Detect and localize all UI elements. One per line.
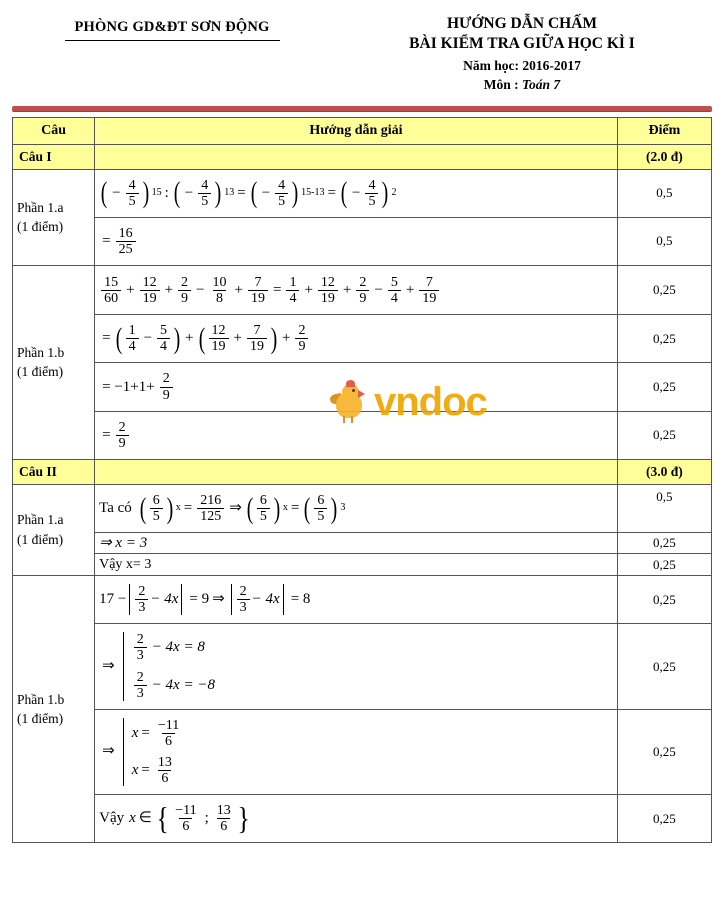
solution-cell-1b-line4 — [95, 411, 618, 459]
part-name-1b: Phần 1.b — [17, 344, 65, 360]
part-label-2b — [13, 576, 95, 843]
school-year: Năm học: 2016-2017 — [463, 57, 581, 73]
document-header — [0, 0, 724, 94]
column-header-diem: Điểm — [617, 117, 711, 144]
part-name-2b: Phần 1.b — [17, 691, 65, 707]
score-cell: 0,5 — [617, 484, 711, 532]
column-header-huong-dan-giai: Hướng dẫn giải — [95, 117, 618, 144]
table-row — [13, 709, 712, 794]
document-title-line2: BÀI KIỂM TRA GIỮA HỌC KÌ I — [409, 35, 635, 53]
table-row — [13, 533, 712, 554]
table-row — [13, 315, 712, 363]
score-cell: 0,25 — [617, 624, 711, 709]
solution-cell-2b-line3 — [95, 709, 618, 794]
expression-power-quotient: ( − $\frac{4}{5}$ ) 15 : ( − $\frac{4}{5}$ ) 13 = ( − $\frac{4}{5}$ ) 15-13 = ( − $\frac{4}{5}$ ) 2 — [100, 176, 397, 210]
solution-cell-1b-line3 — [95, 363, 618, 411]
subject-label: Môn : — [483, 76, 519, 92]
table-row — [13, 169, 712, 217]
score-cell: 0,25 — [617, 554, 711, 576]
section-label-cau-2: Câu II — [13, 459, 95, 484]
score-cell: 0,25 — [617, 576, 711, 624]
solution-cell-2a-line1 — [95, 484, 618, 532]
part-label-1a — [13, 169, 95, 265]
expression-two-solutions: ⇒ x = $\frac{-11}{6}$ x = $\frac{13}{6}$ — [99, 718, 184, 786]
expression-x-equals-3: ⇒ x = 3 — [99, 535, 148, 552]
expression-minus1-plus1: = −1+1+ $\frac{2}{9}$ — [99, 371, 175, 402]
section-score-cau-2: (3.0 đ) — [617, 459, 711, 484]
section-row-cau-2 — [13, 459, 712, 484]
column-header-cau: Câu — [13, 117, 95, 144]
section-score-cau-1: (2.0 đ) — [617, 144, 711, 169]
score-cell: 0,25 — [617, 411, 711, 459]
department-name: PHÒNG GD&ĐT SƠN ĐỘNG — [74, 19, 270, 35]
expression-two-cases: ⇒ $\frac{2}{3}$ − 4x = 8 $\frac{2}{3}$ − 4x = −8 — [102, 632, 215, 701]
table-row — [13, 265, 712, 314]
document-title-line1: HƯỚNG DẪN CHẤM — [446, 15, 598, 32]
section-spacer-cau-1 — [95, 144, 618, 169]
score-cell: 0,25 — [617, 363, 711, 411]
header-right-block — [332, 14, 712, 94]
expression-result-2-9: = $\frac{2}{9}$ — [99, 420, 130, 451]
part-name-1a: Phần 1.a — [17, 199, 64, 215]
decorative-divider-bar — [12, 106, 712, 111]
grading-table — [12, 117, 712, 844]
score-cell: 0,5 — [617, 169, 711, 217]
conclusion-x-equals-3: Vậy x= 3 — [99, 557, 152, 573]
subject-line — [332, 76, 712, 94]
expression-sum-fractions: $\frac{15}{60}$ + $\frac{12}{19}$ + $\frac{2}{9}$ − $\frac{10}{8}$ + $\frac{7}{19}$ = $\frac{1}{4}$ + $\frac{12}{19}$ + $\frac{2}{9}$ − $\frac{5}{4}$ + $\frac{7}{19}$ — [99, 275, 441, 306]
part-label-2a — [13, 484, 95, 575]
part-points-2b: (1 điểm) — [17, 711, 64, 727]
section-row-cau-1 — [13, 144, 712, 169]
section-label-cau-1: Câu I — [13, 144, 95, 169]
part-name-2a: Phần 1.a — [17, 512, 64, 528]
table-header-row — [13, 117, 712, 144]
solution-cell-2b-line4 — [95, 795, 618, 843]
watermark-text: vndoc — [374, 380, 487, 424]
conclusion-solution-set: Vậy x ∈ { $\frac{-11}{6}$ ; $\frac{13}{6}$ } — [99, 799, 250, 836]
score-cell: 0,25 — [617, 709, 711, 794]
table-row — [13, 554, 712, 576]
section-spacer-cau-2 — [95, 459, 618, 484]
score-cell: 0,5 — [617, 217, 711, 265]
part-label-1b — [13, 265, 95, 459]
header-underline — [65, 40, 280, 41]
solution-cell-2b-line1 — [95, 576, 618, 624]
table-row — [13, 576, 712, 624]
table-row — [13, 363, 712, 411]
score-cell: 0,25 — [617, 533, 711, 554]
solution-cell-2a-line2 — [95, 533, 618, 554]
part-points-1a: (1 điểm) — [17, 219, 64, 235]
expression-grouped-fractions: = ( $\frac{1}{4}$ − $\frac{5}{4}$ ) + ( $\frac{12}{19}$ + $\frac{7}{19}$ ) + $\frac{2}{9}$ — [99, 323, 310, 354]
header-left-block — [12, 14, 332, 41]
table-row — [13, 624, 712, 709]
table-row — [13, 484, 712, 532]
score-cell: 0,25 — [617, 795, 711, 843]
score-cell: 0,25 — [617, 315, 711, 363]
solution-cell-2a-line3 — [95, 554, 618, 576]
solution-cell-1a-line2 — [95, 217, 618, 265]
table-row — [13, 411, 712, 459]
score-cell: 0,25 — [617, 265, 711, 314]
table-row — [13, 795, 712, 843]
solution-cell-1b-line2 — [95, 315, 618, 363]
table-row — [13, 217, 712, 265]
solution-cell-1a-line1 — [95, 169, 618, 217]
expression-result-16-25: = $\frac{16}{25}$ — [99, 226, 137, 257]
expression-absolute-value-equation: 17 − $\frac{2}{3}$ − 4x = 9 ⇒ $\frac{2}{3}$ − 4x = 8 — [99, 584, 311, 616]
part-points-1b: (1 điểm) — [17, 364, 64, 380]
subject-value: Toán 7 — [522, 76, 561, 92]
solution-cell-1b-line1 — [95, 265, 618, 314]
solution-cell-2b-line2 — [95, 624, 618, 709]
expression-power-equation: Ta có ( $\frac{6}{5}$ ) x = $\frac{216}{125}$ ⇒ ( $\frac{6}{5}$ ) x = ( $\frac{6}{5}$ ) 3 — [99, 491, 346, 525]
part-points-2a: (1 điểm) — [17, 531, 64, 547]
